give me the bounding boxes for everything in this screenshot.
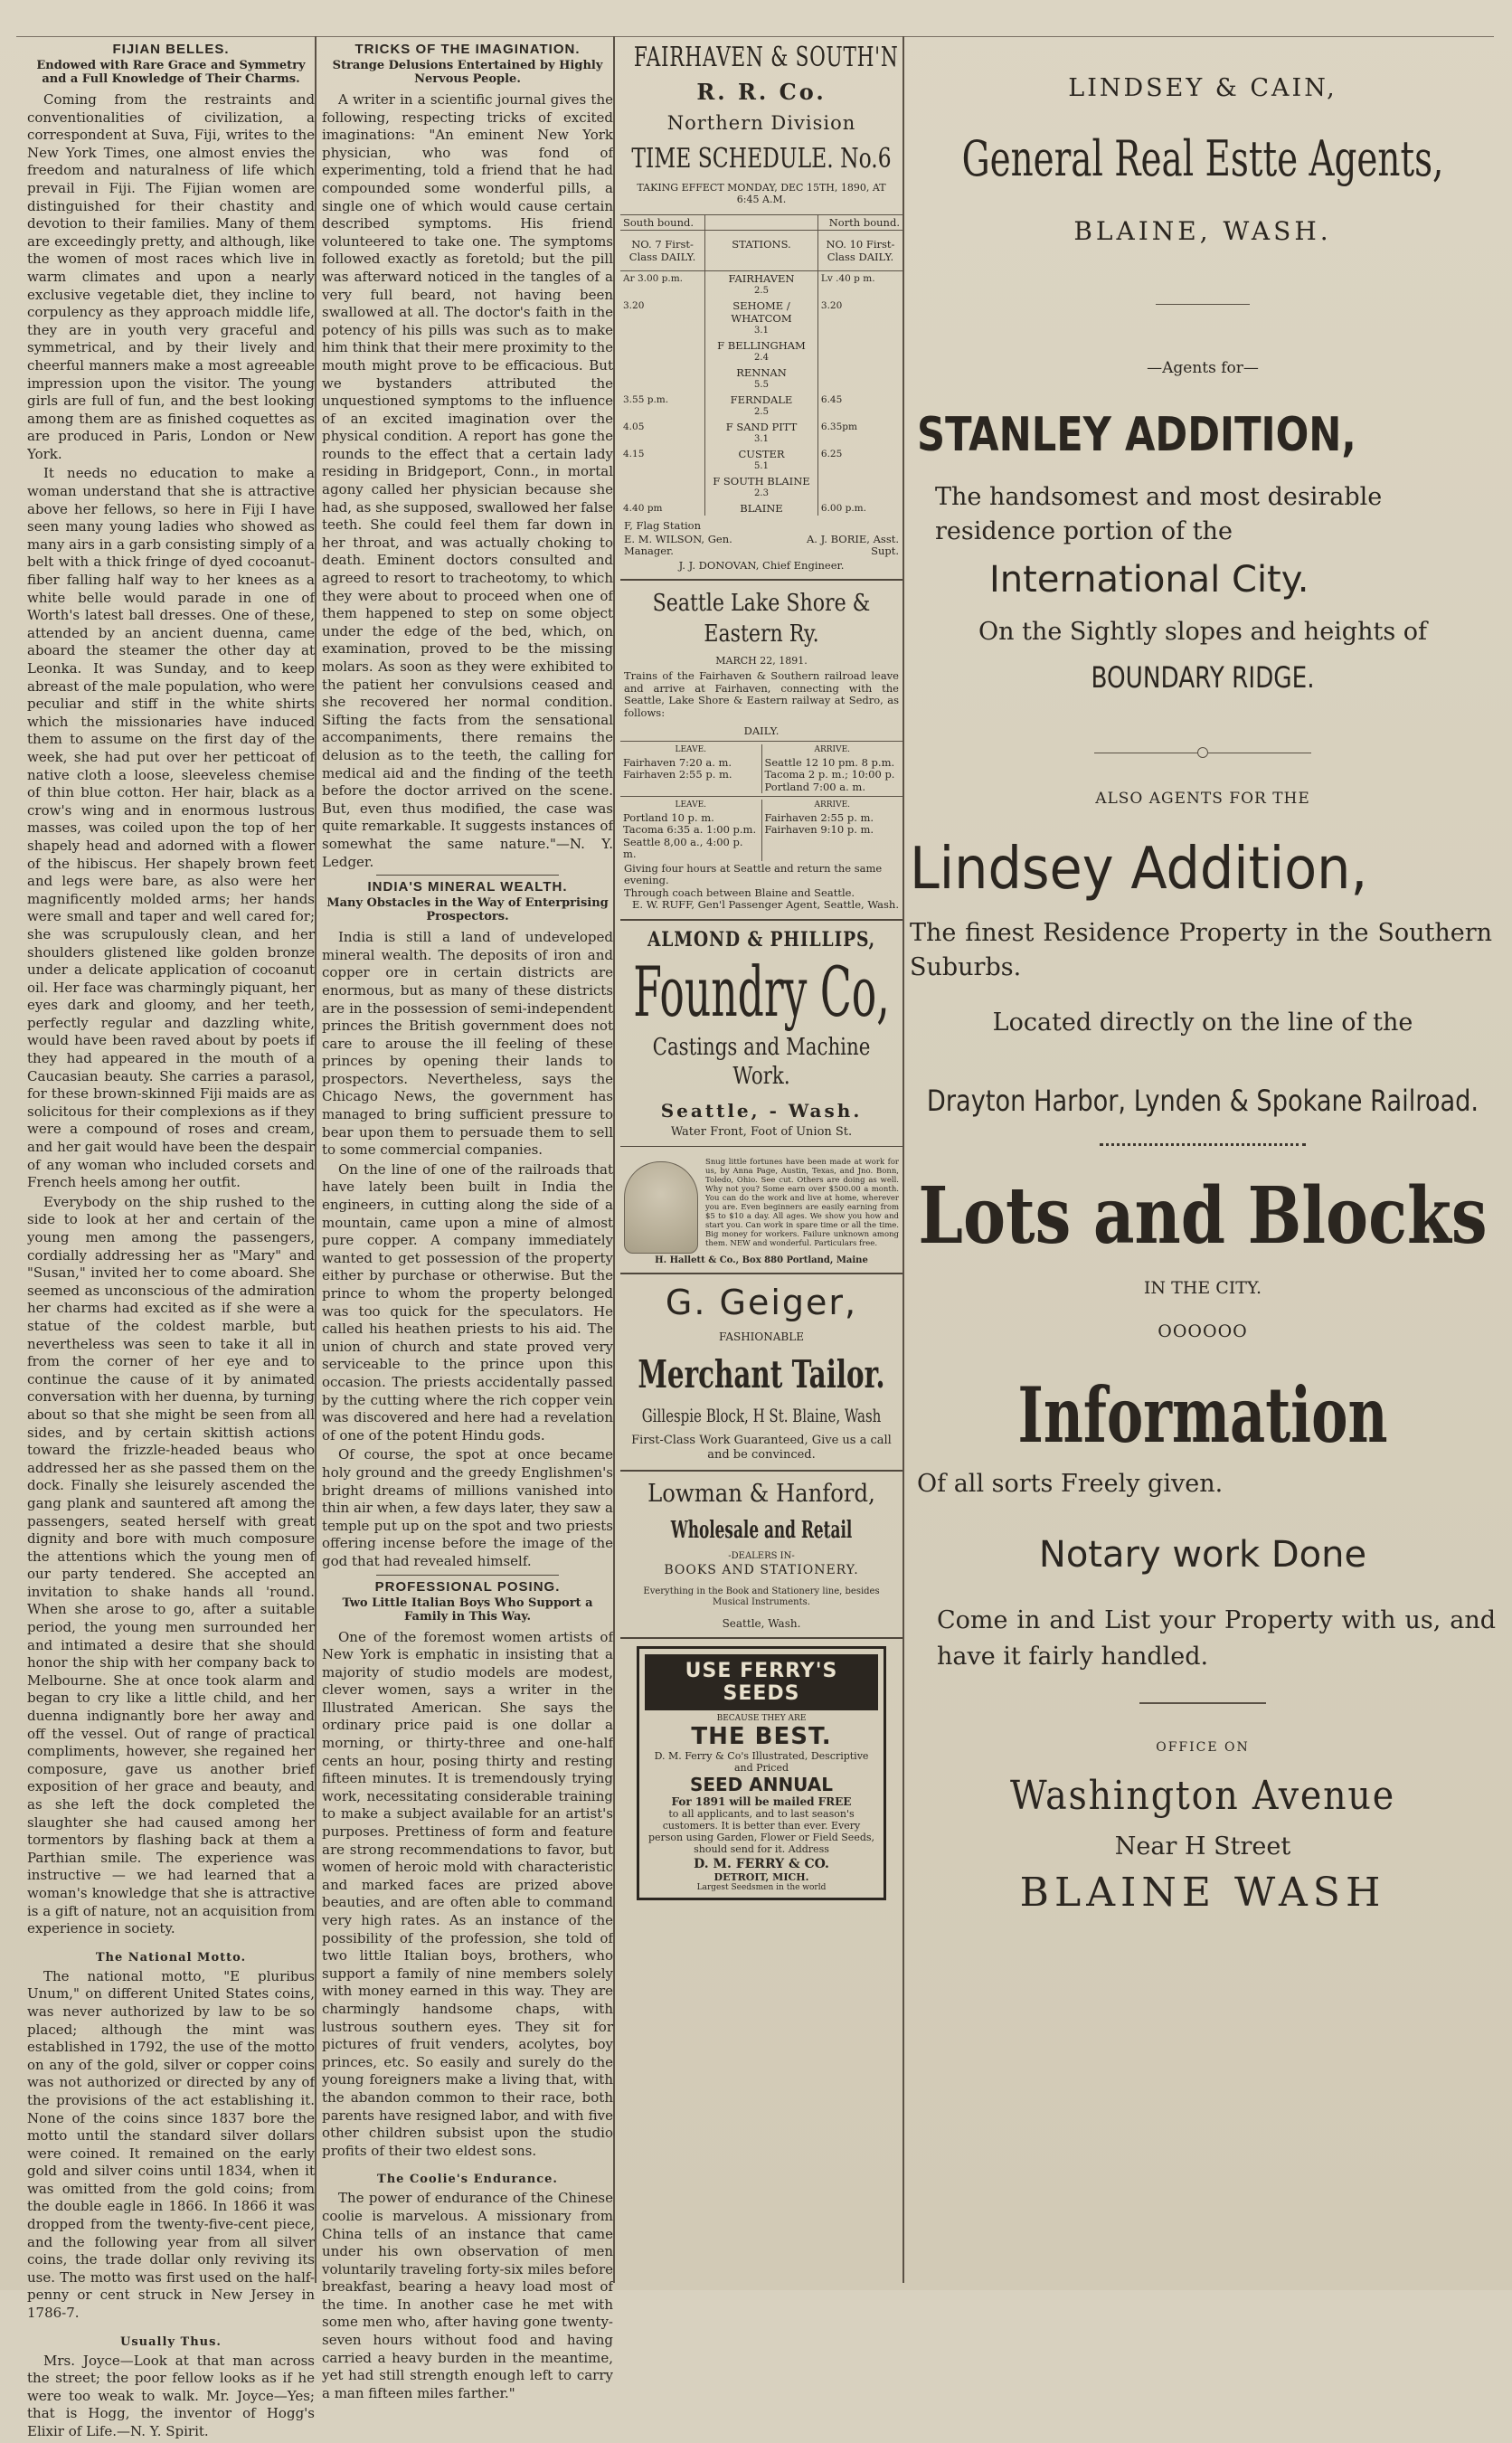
table-cell <box>705 474 818 501</box>
table-cell: 4.05 <box>623 421 645 432</box>
lh-name: Lowman & Hanford, <box>647 1479 875 1508</box>
near: Near H Street <box>1114 1832 1291 1861</box>
table-cell <box>705 393 818 420</box>
paragraph: It needs no education to make a woman understand that she is attractive above her fellows, so here in Fiji I have seen many young ladies who showed as many airs in a garb consisting simply of a belt with a thick fringe of dyed cocoanut-fiber falling half way to her knees as a white belle would parade in one of Worth's latest ball dresses. One of these, attended by an ancient duenna, came aboard the steamer the other day at Leonka. It was Sunday, and to keep abreast of the male population, who were peculiar and stiff in the white shirts which the missionaries have induced them to assume on the first day of the week, she had put over her petticoat of native cloth a loose, sleeveless chemise of thin blue cotton. Her hair, black as a crow's wing and in enormous lustrous masses, was coiled upon the top of her shapely head and adorned with a flower of the hibiscus. Her shapely brown feet and legs were bare, as also were her magnificently molded arms; her hands were small and taper and well cared for; she was scrupulously clean, and her shoulders glistened like golden bronze under a delicate application of cocoanut oil. Her face was charmingly piquant, her eyes dark and gloomy, and her teeth, perfectly regular and dazzling white, would have been raved about by poets if they had appeared in the mouth of a Caucasian beauty. She carries a parasol, for these brown-skinned Fiji maids are as solicitous for their complexions as if they were a compound of roses and cream, and her gait would have been the despair of any woman who included corsets and French heels among her outfit. <box>27 465 315 1191</box>
station-name: FAIRHAVEN <box>728 272 795 285</box>
fy-use: USE FERRY'S SEEDS <box>645 1654 878 1710</box>
station-name: CUSTER <box>738 448 785 460</box>
fy-detroit: DETROIT, MICH. <box>713 1870 809 1883</box>
inthecity: IN THE CITY. <box>1143 1278 1262 1298</box>
sl-leave-col <box>620 800 762 861</box>
sl-leave-head: LEAVE. <box>675 800 707 810</box>
fy-ferry: D. M. FERRY & CO. <box>694 1856 829 1871</box>
column-4-real-estate-ad <box>910 42 1496 1916</box>
sl-giving: Giving four hours at Seattle and return the same evening. <box>624 861 883 886</box>
paragraph: The power of endurance of the Chinese coolie is marvelous. A missionary from China tells of an instance that came under his own observation of men voluntarily traveling forty-six miles before breakfast, bearing a heavy load most of the time. In another case he met with some men who, after having gone twenty-seven hours without food and having carried a heavy burden in the meantime, yet had still strength enough left to carry a man fifteen miles farther." <box>322 2190 613 2401</box>
ap-title: ALMOND & PHILLIPS, <box>647 927 876 952</box>
paragraph: Of course, the spot at once became holy ground and the greedy Englishmen's bright dreams of millions vanished into thin air when, a few days later, they saw a temple put up on the spot and two priests offering incense before the image of the god that had revealed himself. <box>322 1446 613 1569</box>
divider <box>620 1470 902 1472</box>
station-distance: 3.1 <box>754 326 769 336</box>
sl-row: Seattle 8,00 a., 4:00 p. m. <box>623 835 743 860</box>
foundry-ad <box>620 928 902 1139</box>
station-distance: 2.5 <box>754 407 769 417</box>
table-cell: 6.35pm <box>820 421 857 432</box>
article-body <box>27 1968 315 2323</box>
rr-schedule: TIME SCHEDULE. No.6 <box>631 143 892 175</box>
gg-block: Gillespie Block, H St. Blaine, Wash <box>641 1404 882 1426</box>
sl-row: Fairhaven 9:10 p. m. <box>764 823 874 836</box>
article-subhead: Strange Delusions Entertained by Highly Nervous People. <box>332 59 603 86</box>
station-name: SEHOME / WHATCOM <box>731 299 792 325</box>
table-cell: Ar 3.00 p.m. <box>623 273 684 284</box>
geiger-ad <box>620 1282 902 1463</box>
column-rule <box>613 36 615 2283</box>
top-rule <box>16 36 1494 37</box>
lc-agents: —Agents for— <box>1147 359 1259 377</box>
ornament-circle-icon <box>1197 747 1208 758</box>
fy-largest: Largest Seedsmen in the world <box>696 1882 827 1892</box>
table-cell <box>817 338 902 365</box>
tt-borie: A. J. BORIE, Asst. Supt. <box>806 533 899 557</box>
article-body <box>27 2353 315 2441</box>
sl-ruff: E. W. RUFF, Gen'l Passenger Agent, Seattle, Wash. <box>632 898 899 911</box>
article-title: PROFESSIONAL POSING. <box>374 1578 561 1595</box>
sl-arrive-col <box>762 800 903 861</box>
gg-tailor: Merchant Tailor. <box>638 1351 885 1397</box>
table-cell <box>705 271 818 299</box>
sl-arrive-head: ARRIVE. <box>814 745 851 754</box>
table-cell <box>705 447 818 474</box>
article-body <box>322 1629 613 2161</box>
fy-because: BECAUSE THEY ARE <box>716 1713 807 1723</box>
divider <box>376 1575 559 1576</box>
ap-address: Water Front, Foot of Union St. <box>670 1124 853 1139</box>
column-2 <box>322 42 613 2404</box>
notary: Notary work Done <box>1038 1534 1367 1576</box>
washington: Washington Avenue <box>1010 1773 1395 1819</box>
article-body <box>27 91 315 1938</box>
column-3 <box>620 42 902 1900</box>
short-rule <box>1139 1702 1266 1704</box>
located: Located directly on the line of the <box>992 1008 1413 1037</box>
table-row <box>620 447 902 474</box>
divider <box>620 1273 902 1274</box>
table-row <box>620 393 902 420</box>
paragraph: India is still a land of undeveloped mineral wealth. The deposits of iron and copper ore in certain districts are enormous, but as many of these districts are in the possession of semi-independent princes the British government does not care to arouse the ill feeling of these princes by opening their lands to prospectors. Nevertheless, says the Chicago News, the government has managed to bring sufficient pressure to bear upon them to persuade them to sell to some commercial companies. <box>322 929 613 1159</box>
tt-wilson: E. M. WILSON, Gen. Manager. <box>624 533 732 557</box>
lindsey: Lindsey Addition, <box>910 836 1368 903</box>
divider <box>620 919 902 921</box>
table-row <box>620 501 902 516</box>
paragraph: Everybody on the ship rushed to the side to look at her and certain of the young men among the passengers, cordially addressing her as "Mary" and "Susan," invited her to come aboard. She seemed as unconscious of the admiration her charms had excited as if she were a statue of the coldest marble, but nevertheless was seen to take it all in from the corner of her eye and to continue the cause of it by animated conversation with her duenna, by turning about so that she might be seen from all sides, and by certain skittish actions toward the frizzle-headed beaus who addressed her as she passed them on the dock. Finally she leisurely ascended the gang plank and sauntered aft among the passengers, seated herself with great dignity and bore with much composure the attentions which the young men of our party tendered. She accepted an invitation to shake hands all 'round. When she arose to go, after a suitable period, the young men surrounded her and intimated a desire that she should honor the ship with her company back to Melbourne. She at once took alarm and began to cry like a little child, and her duenna indignantly bore her away and off the vessel. Out of range of practical compliments, however, she regained her composure, gave us another brief exposition of her grace and beauty, and as she left the dock completed the slaughter she had caused among her tormentors by flashing back at them a Parthian smile. The experience was instructive — we had learned that a woman's knowledge that she is attractive is a gift of nature, not an acquisition from experience in society. <box>27 1193 315 1937</box>
paragraph: On the line of one of the railroads that have lately been built in India the engineers, in cutting along the side of a mountain, came upon a mine of almost pure copper. A company immediately wanted to get possession of the property either by purchase or otherwise. But the prince to whom the property belonged was too quick for the speculators. He called his heathen priests to his aid. The union of church and state proved very serviceable to the prince upon this occasion. The priests accidentally passed by the cutting where the rich copper vein was discovered and here had a revelation of one of the potent Hindu gods. <box>322 1160 613 1444</box>
sl-row: Tacoma 2 p. m.; 10:00 p. <box>764 768 895 781</box>
tt-header: North bound. <box>817 215 902 231</box>
station-distance: 3.1 <box>754 434 769 444</box>
station-distance: 2.5 <box>754 286 769 296</box>
table-cell <box>705 501 818 516</box>
paragraph: Mrs. Joyce—Look at that man across the street; the poor fellow looks as if he were too weak to walk. Mr. Joyce—Yes; that is Hogg, the inventor of Hogg's Elixir of Life.—N. Y. Spirit. <box>27 2352 315 2439</box>
sl-date: MARCH 22, 1891. <box>715 655 808 667</box>
lh-every: Everything in the Book and Stationery line, besides Musical Instruments. <box>643 1586 880 1607</box>
tt-header <box>705 215 818 231</box>
article-title: The National Motto. <box>95 1950 247 1965</box>
hallett-ad <box>620 1154 902 1265</box>
lh-books: BOOKS AND STATIONERY. <box>664 1562 859 1577</box>
finest: The finest Residence Property in the Southern Suburbs. <box>910 919 1492 981</box>
table-row <box>620 365 902 393</box>
lh-dealers: -DEALERS IN- <box>728 1550 795 1561</box>
sl-leave-col <box>620 744 762 793</box>
table-cell <box>705 298 818 338</box>
column-rule <box>315 36 317 2283</box>
column-rule <box>902 36 904 2283</box>
tt-donovan: J. J. DONOVAN, Chief Engineer. <box>678 559 845 572</box>
table-cell: 6.00 p.m. <box>820 503 866 514</box>
fy-illus: D. M. Ferry & Co's Illustrated, Descriptive and Priced <box>654 1749 869 1774</box>
rr-company: R. R. Co. <box>696 79 827 105</box>
station-distance: 2.4 <box>754 353 769 363</box>
table-cell <box>705 420 818 447</box>
table-cell: 4.15 <box>623 449 645 459</box>
short-rule <box>1156 304 1250 305</box>
sl-table-2 <box>620 796 902 861</box>
paragraph: One of the foremost women artists of New York is emphatic in insisting that a majority of studio models are modest, clever women, says a writer in the Illustrated American. She says the ordinary price paid is one dollar a morning, or thirty-three and one-half cents an hour, posing thirty and resting fifteen minutes. It is tremendously trying work, necessitating considerable training to make a subject available for an artist's purposes. Prettiness of form and feature are strong recommendations to favor, but women of heroic mold with characteristic and marked faces are prized above beauties, and are often able to command very high rates. As an instance of the possibility of the profession, she told of two little Italian boys, brothers, who support a family of nine members solely with money earned in this way. They are charmingly handsome chaps, with lustrous southern eyes. They sit for pictures of fruit venders, acolytes, boy princes, etc. So easily and surely do the young foreigners make a living that, with the abandon common to their race, both parents have resigned labor, and with five other children subsist upon the studio profits of their two eldest sons. <box>322 1628 613 2159</box>
ap-foundry: Foundry Co, <box>633 951 890 1032</box>
tt-officers <box>624 534 899 557</box>
table-cell: 6.45 <box>820 394 843 405</box>
article-subhead: Endowed with Rare Grace and Symmetry and a Full Knowledge of Their Charms. <box>36 59 306 86</box>
lc-name: LINDSEY & CAIN, <box>1068 74 1337 102</box>
blaine2: BLAINE WASH <box>1019 1870 1386 1916</box>
tt-flag: F, Flag Station <box>624 519 702 532</box>
sl-arrive-col <box>762 744 903 793</box>
table-cell <box>705 365 818 393</box>
rr-division: Northern Division <box>666 112 856 134</box>
paragraph: A writer in a scientific journal gives the following, respecting tricks of excited imaginations: "An eminent New York physician, who was fond of experimenting, told a friend that he had compounded some wonderful pills, a single one of which would cause certain described symptoms. His friend volunteered to take one. The symptoms followed exactly as foretold; but the pill was afterward noticed in the tangles of a very full beard, not having been swallowed at all. The doctor's faith in the potency of his pills was such as to make him think that their mere proximity to the mouth might prove to be efficacious. But we bystanders attributed the unquestioned symptoms to the influence of an excited imagination over the physical condition. A report has gone the rounds to the effect that a certain lady residing in Bridgeport, Conn., in mortal agony called her physician because she had, as she supposed, swallowed her false teeth. She could feel them far down in her throat, and was actually choking to death. Eminent doctors consulted and agreed to resort to tracheotomy, to which they were about to proceed when one of them happened to step on some object under the edge of the bed, which, on examination, proved to be the missing molars. As soon as they were exhibited to the patient her convulsions ceased and she recovered her normal condition. Sifting the facts from the sensational accompaniments, there remains the delusion as to the teeth, the calling for medical aid and the finding of the teeth before the doctor arrived on the scene. But, even thus modified, the case was quite remarkable. It suggests instances of somewhat the same nature."—N. Y. Ledger. <box>322 91 613 870</box>
rr-effect: TAKING EFFECT MONDAY, DEC 15TH, 1890, AT 6:45 A.M. <box>637 182 886 205</box>
sl-row: Fairhaven 7:20 a. m. <box>623 755 732 769</box>
info: Information <box>1017 1370 1388 1460</box>
table-row <box>620 271 902 299</box>
fy-free: For 1891 will be mailed FREE <box>671 1794 852 1808</box>
table-cell <box>817 365 902 393</box>
table-cell <box>620 338 705 365</box>
station-name: RENNAN <box>736 366 787 379</box>
also: ALSO AGENTS FOR THE <box>1095 790 1310 808</box>
table-cell: 3.20 <box>623 300 645 311</box>
portrait-icon <box>624 1161 698 1254</box>
sightly: On the Sightly slopes and heights of <box>978 618 1428 646</box>
sl-daily: DAILY. <box>743 724 780 737</box>
table-row <box>620 420 902 447</box>
fy-annual: SEED ANNUAL <box>689 1773 834 1795</box>
paragraph: Coming from the restraints and conventionalities of civilization, a correspondent at Suva, Fiji, writes to the New York Times, one almost envies the freedom and naturalness of life which prevail in Fiji. The Fijian women are distinguished for their chastity and devotion to their families. Many of them are exceedingly pretty, and although, like the women of most races which live in warm climates and upon a nearly exclusive vegetable diet, they incline to corpulency as they approach middle life, they are in youth very graceful and symmetrical, and by their lively and cheerful manners make a most agreeable impression upon the visitor. The young girls are full of fun, and the best looking among them are as finished coquettes as are produced in Paris, London or New York. <box>27 91 315 462</box>
comein: Come in and List your Property with us, and have it fairly handled. <box>937 1606 1496 1671</box>
sl-row: Tacoma 6:35 a. 1:00 p.m. <box>623 823 757 836</box>
sl-row: Fairhaven 2:55 p. m. <box>623 768 732 781</box>
article-subhead: Two Little Italian Boys Who Support a Family in This Way. <box>342 1596 593 1624</box>
article-title: Usually Thus. <box>120 2334 222 2349</box>
station-name: FERNDALE <box>730 393 793 406</box>
tt-col-head: NO. 7 First-Class DAILY. <box>620 231 705 271</box>
lc-general: General Real Estte Agents, <box>961 130 1444 187</box>
sl-row: Fairhaven 2:55 p. m. <box>764 810 874 824</box>
station-distance: 5.5 <box>754 380 769 390</box>
station-name: BLAINE <box>740 502 783 515</box>
article-body <box>322 91 613 871</box>
sl-row: Portland 10 p. m. <box>623 810 714 824</box>
article-title: The Coolie's Endurance. <box>377 2173 558 2187</box>
international: International City. <box>989 559 1309 601</box>
tt-header: South bound. <box>620 215 705 231</box>
table-cell <box>620 474 705 501</box>
ap-castings: Castings and Machine Work. <box>652 1033 871 1090</box>
fy-best: THE BEST. <box>691 1722 832 1750</box>
lh-city: Seattle, Wash. <box>722 1616 801 1630</box>
gg-fashion: FASHIONABLE <box>719 1330 804 1343</box>
seattle-lakeshore-ad <box>620 588 902 912</box>
hallett-sig: H. Hallett & Co., Box 880 Portland, Maine <box>655 1255 868 1265</box>
tt-col-head: STATIONS. <box>705 231 818 271</box>
lh-whole: Wholesale and Retail <box>670 1516 853 1544</box>
lowman-ad <box>620 1479 902 1630</box>
rr-title: FAIRHAVEN & SOUTH'N <box>633 42 899 73</box>
railroad-ad <box>620 42 902 572</box>
stanley: STANLEY ADDITION, <box>917 408 1356 462</box>
drayton: Drayton Harbor, Lynden & Spokane Railroad. <box>926 1084 1479 1118</box>
article-subhead: Many Obstacles in the Way of Enterprising Prospectors. <box>326 896 609 924</box>
sl-leave-head: LEAVE. <box>675 745 707 754</box>
table-cell: Lv .40 p m. <box>820 273 875 284</box>
station-distance: 2.3 <box>754 488 769 498</box>
station-name: F SAND PITT <box>725 421 798 433</box>
sl-title: Seattle Lake Shore & Eastern Ry. <box>652 590 871 648</box>
article-title: FIJIAN BELLES. <box>112 42 230 57</box>
freely: Of all sorts Freely given. <box>917 1470 1224 1498</box>
table-cell <box>705 338 818 365</box>
table-row <box>620 474 902 501</box>
ap-city: Seattle, - Wash. <box>660 1099 863 1122</box>
divider <box>376 875 559 876</box>
gg-name: G. Geiger, <box>665 1282 858 1322</box>
table-cell: 3.20 <box>820 300 843 311</box>
hallett-text: Snug little fortunes have been made at work for us, by Anna Page, Austin, Texas, and Jno. Bonn, Toledo, Ohio. See cut. Others are doing as well. Why not you? Some earn over $500.00 a month. You can do the work and live at home, wherever you are. Even beginners are easily earning from $5 to $10 a day. All ages. We show you how and start you. Can work in spare time or all the time. Big money for workers. Failure unknown among them. NEW and wonderful. Particulars free. <box>705 1157 899 1248</box>
fy-body: to all applicants, and to last season's customers. It is better than ever. Every person using Garden, Flower or Field Seeds, should send for it. Address <box>647 1807 875 1855</box>
sl-row: Portland 7:00 a. m. <box>764 780 865 793</box>
dotted-rule <box>1100 1143 1306 1146</box>
paragraph: The national motto, "E pluribus Unum," on different United States coins, was never authorized by law to be so placed; although the mint was established in 1792, the use of the motto on any of the gold, silver or copper coins was not authorized or directed by any of the provisions of the act establishing it. None of the coins since 1837 bore the motto until the standard silver dollars were coined. It remained on the early gold and silver coins until 1834, when it was omitted from the gold coins; from the double eagle in 1866. In 1866 it was dropped from the twenty-five-cent piece, and the following year from all silver coins, the trade dollar only reviving its use. The motto was first used on the half-penny or cent struck in New Jersey in 1786-7. <box>27 1967 315 2322</box>
divider <box>620 579 902 581</box>
lots: Lots and Blocks <box>918 1170 1488 1262</box>
tt-col-head: NO. 10 First-Class DAILY. <box>817 231 902 271</box>
article-body <box>322 2190 613 2402</box>
ferry-ad <box>637 1646 886 1900</box>
gg-work: First-Class Work Guaranteed, Give us a call and be convinced. <box>631 1433 892 1462</box>
article-body <box>322 929 613 1570</box>
table-cell: 6.25 <box>820 449 843 459</box>
table-row <box>620 338 902 365</box>
station-name: F BELLINGHAM <box>717 339 806 352</box>
column-1 <box>27 42 315 2443</box>
timetable <box>620 214 902 516</box>
handsomest: The handsomest and most desirable residence portion of the <box>935 483 1383 545</box>
lc-blaine: BLAINE, WASH. <box>1073 216 1332 246</box>
sl-intro: Trains of the Fairhaven & Southern railroad leave and arrive at Fairhaven, connecting with the Seattle, Lake Shore & Eastern railway at Sedro, as follows: <box>624 669 899 719</box>
divider <box>620 1637 902 1639</box>
sl-arrive-head: ARRIVE. <box>814 800 851 810</box>
table-cell <box>620 365 705 393</box>
station-distance: 5.1 <box>754 461 769 471</box>
table-cell: 3.55 p.m. <box>623 394 669 405</box>
table-cell <box>817 474 902 501</box>
ooo: OOOOOO <box>1158 1321 1248 1341</box>
station-name: F SOUTH BLAINE <box>713 475 810 488</box>
article-title: TRICKS OF THE IMAGINATION. <box>354 42 581 57</box>
article-title: INDIA'S MINERAL WEALTH. <box>367 879 568 895</box>
sl-table-1 <box>620 741 902 793</box>
table-cell: 4.40 pm <box>623 503 663 514</box>
boundary: BOUNDARY RIDGE. <box>1091 660 1315 695</box>
sl-row: Seattle 12 10 pm. 8 p.m. <box>764 755 895 769</box>
sl-through: Through coach between Blaine and Seattle. <box>624 885 855 899</box>
office: OFFICE ON <box>1156 1740 1250 1755</box>
divider <box>620 1146 902 1147</box>
table-row <box>620 298 902 338</box>
